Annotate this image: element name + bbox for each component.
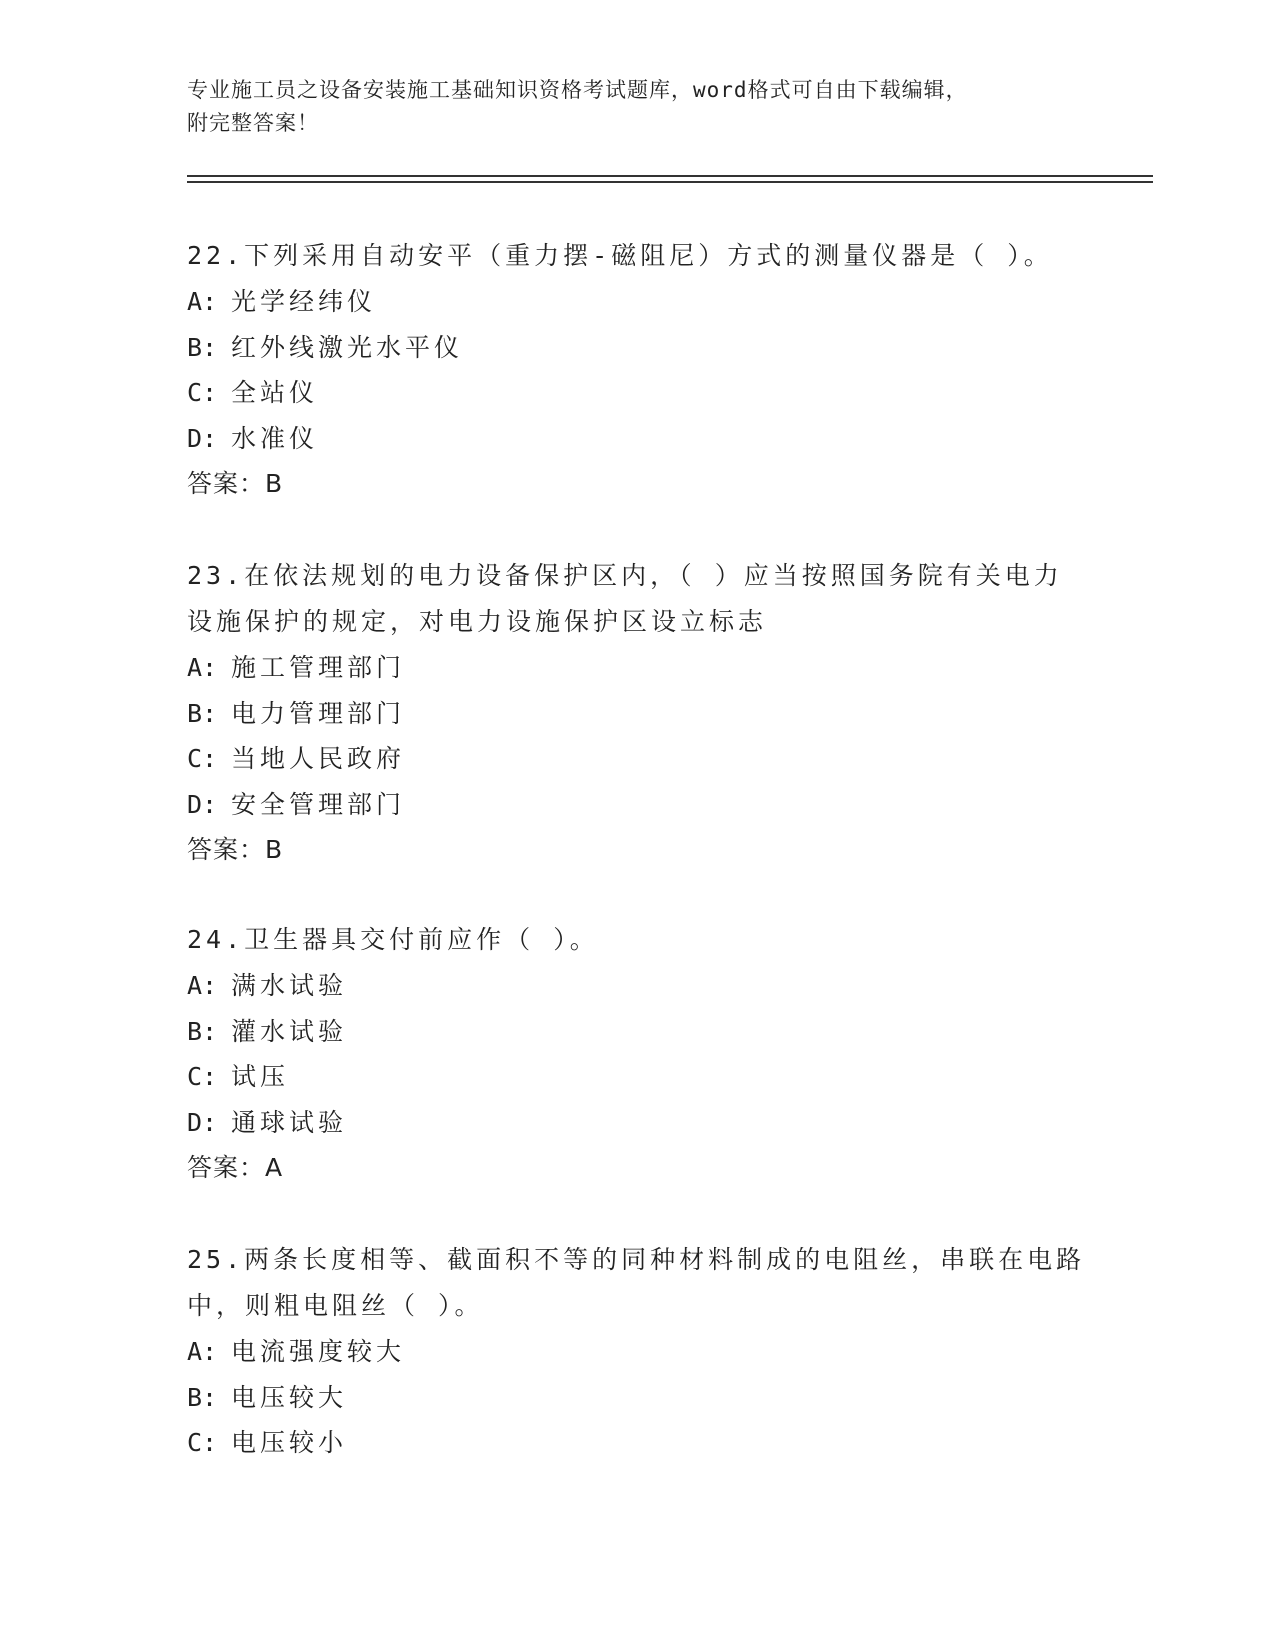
- option-text: 试压: [231, 1062, 290, 1091]
- option-key: B:: [187, 1382, 218, 1412]
- option-d: [187, 1100, 1087, 1146]
- option-key: D:: [187, 789, 218, 819]
- question-stem: 22.下列采用自动安平（重力摆-磁阻尼）方式的测量仪器是（ ）。: [187, 241, 1053, 270]
- option-b: [187, 1375, 1087, 1421]
- option-key: A:: [187, 653, 218, 682]
- option-text: 满水试验: [231, 971, 348, 1000]
- option-key: A:: [187, 287, 218, 316]
- answer: 答案：B: [187, 835, 284, 864]
- option-text: 水准仪: [231, 423, 319, 453]
- option-text: 安全管理部门: [231, 789, 406, 819]
- option-key: B:: [187, 1016, 218, 1046]
- header-divider-top: [187, 175, 1153, 177]
- option-a: [187, 279, 1087, 325]
- option-text: 灌水试验: [231, 1016, 348, 1046]
- option-c: [187, 736, 1087, 782]
- option-key: C:: [187, 378, 218, 407]
- option-key: C:: [187, 1062, 218, 1091]
- option-text: 通球试验: [231, 1107, 348, 1137]
- question-22: [187, 233, 1087, 507]
- option-a: [187, 1329, 1087, 1375]
- option-key: D:: [187, 1107, 218, 1137]
- answer: 答案：B: [187, 469, 284, 498]
- option-key: C:: [187, 1428, 218, 1457]
- document-header: [187, 74, 1087, 140]
- header-line-1: 专业施工员之设备安装施工基础知识资格考试题库，word格式可自由下载编辑，: [187, 78, 968, 102]
- option-text: 红外线激光水平仪: [231, 332, 464, 362]
- question-25: [187, 1237, 1087, 1466]
- option-c: [187, 1420, 1087, 1466]
- question-23: [187, 553, 1087, 873]
- option-a: [187, 963, 1087, 1009]
- question-stem-line-1: 23.在依法规划的电力设备保护区内，（ ）应当按照国务院有关电力: [187, 561, 1063, 590]
- option-key: B:: [187, 332, 218, 362]
- question-stem-line-1: 25.两条长度相等、截面积不等的同种材料制成的电阻丝，串联在电路: [187, 1245, 1086, 1274]
- option-text: 光学经纬仪: [231, 287, 377, 316]
- option-b: [187, 325, 1087, 371]
- option-key: A:: [187, 1337, 218, 1366]
- option-text: 电压较大: [231, 1382, 348, 1412]
- option-b: [187, 691, 1087, 737]
- option-c: [187, 370, 1087, 416]
- option-d: [187, 782, 1087, 828]
- question-stem-line-2: 中，则粗电阻丝（ ）。: [187, 1291, 484, 1320]
- option-text: 施工管理部门: [231, 653, 406, 682]
- option-text: 电压较小: [231, 1428, 348, 1457]
- option-key: A:: [187, 971, 218, 1000]
- option-text: 当地人民政府: [231, 744, 406, 773]
- answer: 答案：A: [187, 1153, 284, 1182]
- option-c: [187, 1054, 1087, 1100]
- option-b: [187, 1009, 1087, 1055]
- question-stem-line-2: 设施保护的规定，对电力设施保护区设立标志: [187, 607, 768, 636]
- option-text: 电流强度较大: [231, 1337, 406, 1366]
- option-d: [187, 416, 1087, 462]
- option-text: 全站仪: [231, 378, 319, 407]
- option-a: [187, 645, 1087, 691]
- option-key: D:: [187, 423, 218, 453]
- option-key: B:: [187, 698, 218, 728]
- question-24: [187, 917, 1087, 1191]
- question-stem: 24.卫生器具交付前应作（ ）。: [187, 925, 599, 954]
- header-divider-bottom: [187, 181, 1153, 183]
- option-text: 电力管理部门: [231, 698, 406, 728]
- header-line-2: 附完整答案！: [187, 111, 319, 135]
- option-key: C:: [187, 744, 218, 773]
